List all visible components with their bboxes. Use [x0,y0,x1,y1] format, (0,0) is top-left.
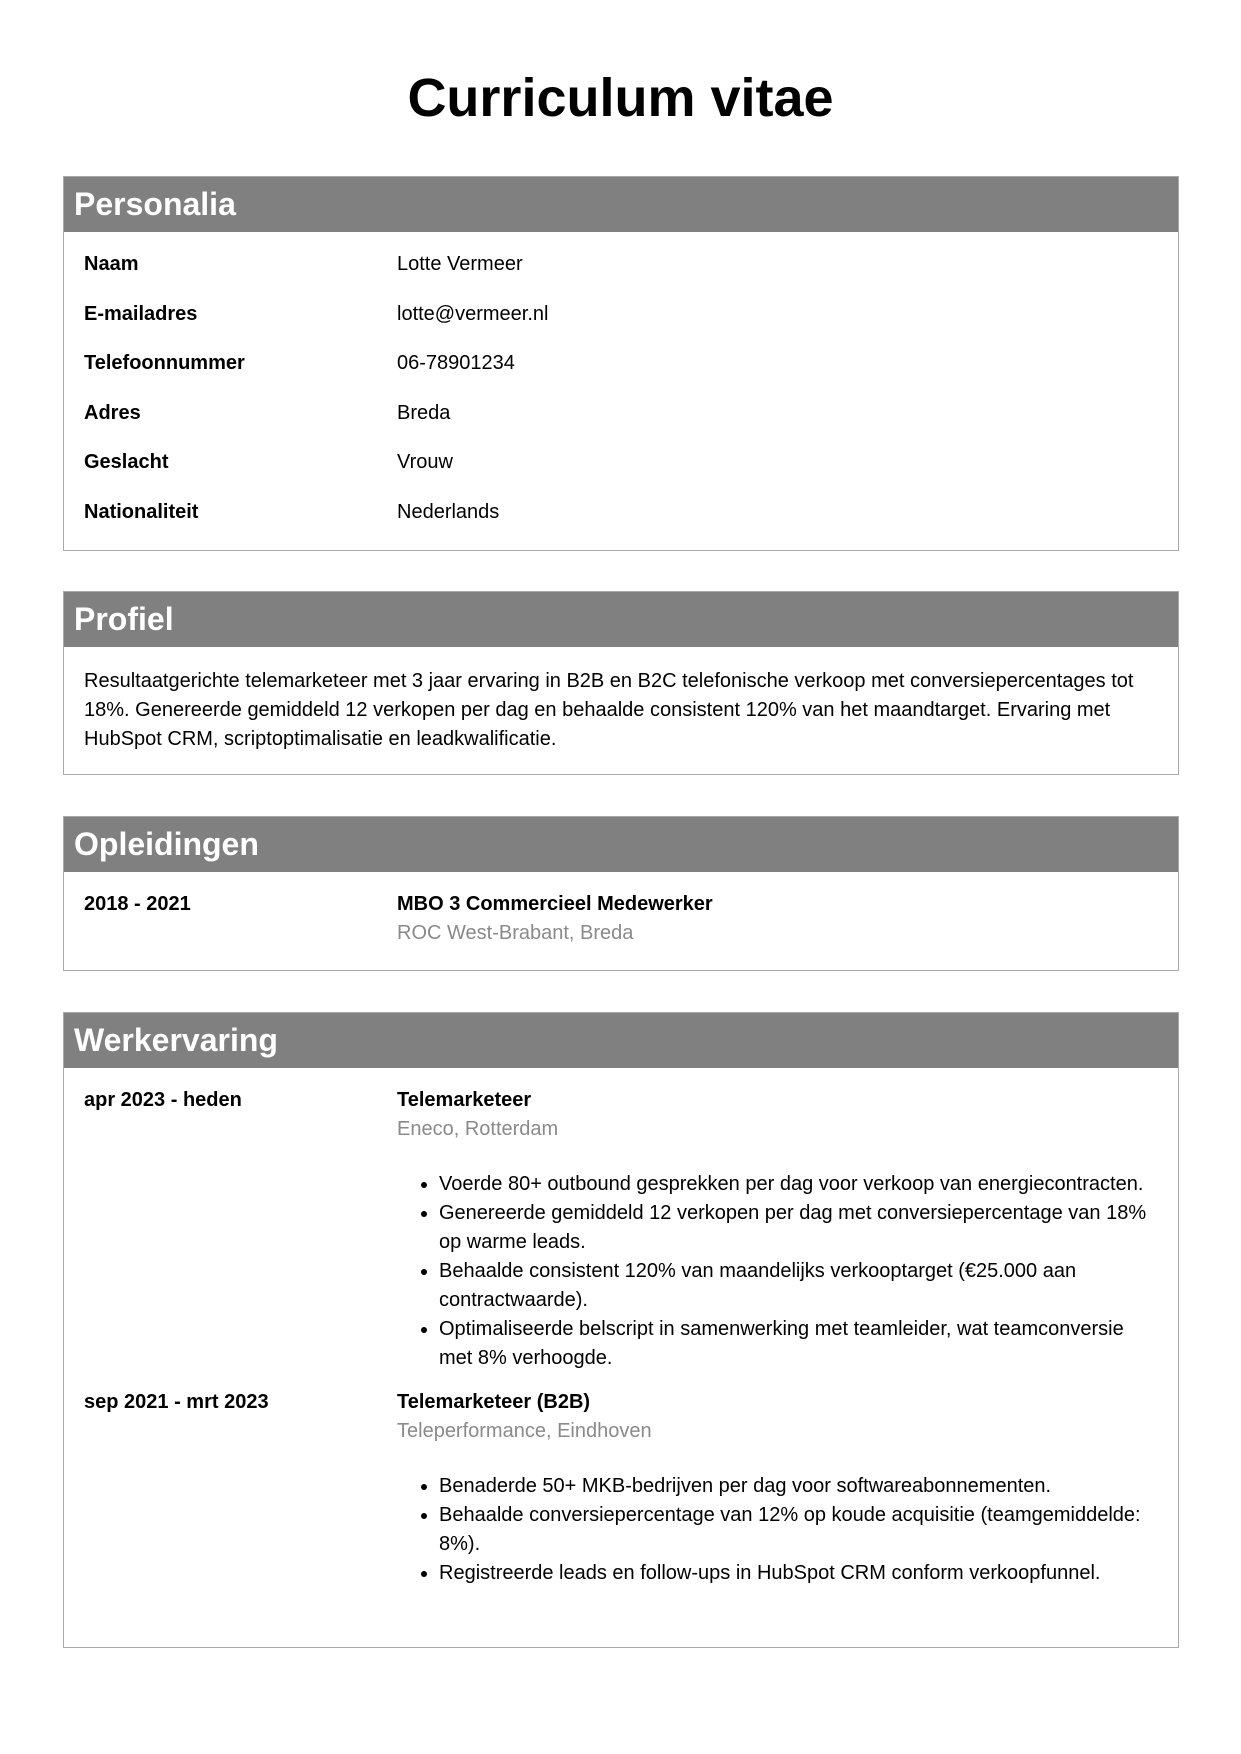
personalia-row-telefoon [64,337,1178,387]
field-value: Lotte Vermeer [397,253,523,275]
education-period: 2018 - 2021 [84,893,191,915]
responsibilities-list [397,1472,1158,1588]
opleidingen-section [63,816,1179,971]
list-item: • Registreerde leads en follow-ups in HubSpot CRM conform verkoopfunnel. [439,1559,1158,1588]
job-title: Telemarketeer [397,1089,532,1111]
field-value: Breda [397,401,451,424]
werkervaring-section [63,1012,1179,1648]
list-item: • Behaalde consistent 120% van maandelijks verkooptarget (€25.000 aan contractwaarde). [439,1257,1158,1315]
field-label: Nationaliteit [84,500,199,523]
personalia-row-nationaliteit [64,486,1178,536]
field-label: E-mailadres [84,302,198,325]
page-title: Curriculum vitae [407,68,834,128]
personalia-heading: Personalia [64,177,1178,232]
list-item: • Optimaliseerde belscript in samenwerking met teamleider, wat teamconversie met 8% verhoogde. [439,1315,1158,1373]
list-item: • Benaderde 50+ MKB-bedrijven per dag voor softwareabonnementen. [439,1472,1158,1501]
personalia-row-adres [64,387,1178,437]
profile-summary: Resultaatgerichte telemarketeer met 3 jaar ervaring in B2B en B2C telefonische verkoop met conversiepercentages tot 18%. Genereerde gemiddeld 12 verkopen per dag en behaalde consistent 120% van het maandtarget. Ervaring met HubSpot CRM, scriptoptimalisatie en leadkwalificatie. [84,670,1134,750]
opleidingen-heading: Opleidingen [64,817,1178,872]
education-title: MBO 3 Commercieel Medewerker [397,893,713,915]
field-label: Telefoonnummer [84,352,245,374]
work-entry [64,1370,1178,1588]
employer: Eneco, Rotterdam [397,1118,559,1140]
profiel-heading: Profiel [64,592,1178,647]
work-entry [64,1068,1178,1373]
field-label: Adres [84,401,141,424]
job-title: Telemarketeer (B2B) [397,1391,591,1413]
responsibilities-list [397,1170,1158,1373]
field-value: 06-78901234 [397,352,515,374]
personalia-section [63,176,1179,551]
list-item: • Voerde 80+ outbound gesprekken per dag voor verkoop van energiecontracten. [439,1170,1158,1199]
list-item: • Behaalde conversiepercentage van 12% op koude acquisitie (teamgemiddelde: 8%). [439,1501,1158,1559]
field-value: Nederlands [397,500,500,523]
field-value: lotte@vermeer.nl [397,302,549,325]
work-period: apr 2023 - heden [84,1089,242,1111]
personalia-row-email [64,288,1178,338]
personalia-row-naam [64,238,1178,288]
education-entry [64,872,1178,945]
profiel-section [63,591,1179,775]
education-institution: ROC West-Brabant, Breda [397,922,634,944]
list-item: • Genereerde gemiddeld 12 verkopen per dag met conversiepercentage van 18% op warme leads. [439,1199,1158,1257]
employer: Teleperformance, Eindhoven [397,1420,652,1442]
werkervaring-heading: Werkervaring [64,1013,1178,1068]
field-label: Naam [84,253,139,275]
field-label: Geslacht [84,451,169,473]
work-period: sep 2021 - mrt 2023 [84,1391,269,1413]
personalia-row-geslacht [64,436,1178,486]
field-value: Vrouw [397,451,453,473]
